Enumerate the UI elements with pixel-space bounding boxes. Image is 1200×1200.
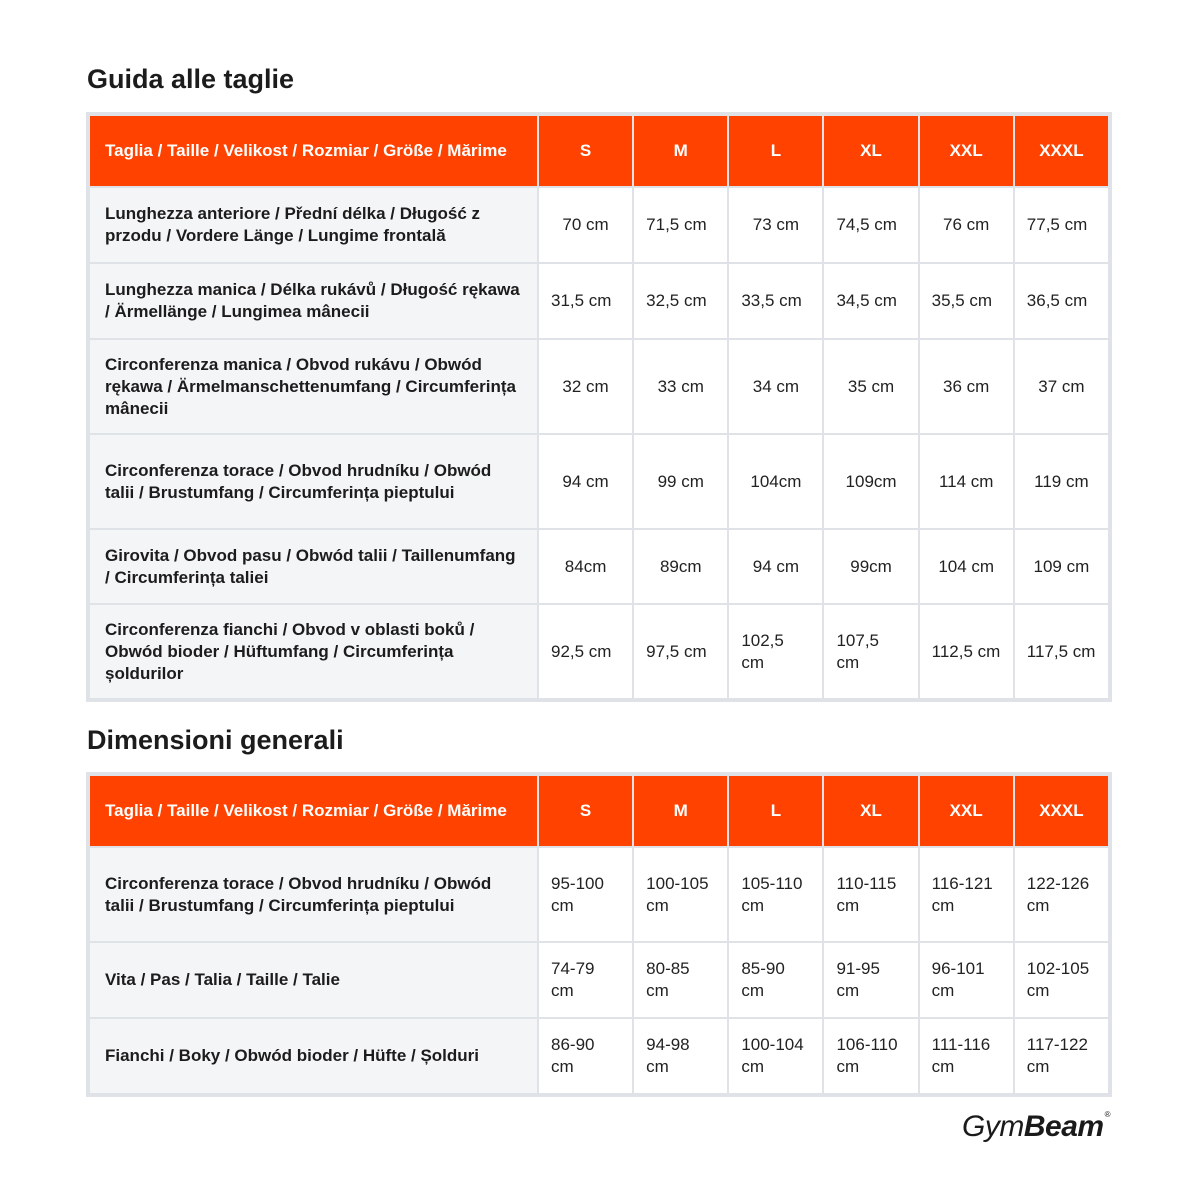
general-dimensions-header-row bbox=[89, 775, 1109, 847]
table-row bbox=[89, 604, 1109, 699]
cell-value: 92,5 cm bbox=[538, 604, 633, 699]
row-label: Circonferenza manica / Obvod rukávu / Obwód rękawa / Ärmelmanschettenumfang / Circumferința mânecii bbox=[89, 339, 538, 434]
cell-value: 70 cm bbox=[538, 187, 633, 263]
header-size-s: S bbox=[538, 775, 633, 847]
cell-value: 35 cm bbox=[823, 339, 918, 434]
cell-value: 117,5 cm bbox=[1014, 604, 1109, 699]
header-size-m: M bbox=[633, 115, 728, 187]
cell-value: 96-101 cm bbox=[919, 942, 1014, 1018]
header-size-l: L bbox=[728, 775, 823, 847]
cell-value: 122-126 cm bbox=[1014, 847, 1109, 942]
cell-value: 94 cm bbox=[728, 529, 823, 604]
registered-mark: ® bbox=[1104, 1110, 1110, 1119]
header-size-xxl: XXL bbox=[919, 775, 1014, 847]
cell-value: 94 cm bbox=[538, 434, 633, 529]
table-row bbox=[89, 339, 1109, 434]
cell-value: 94-98 cm bbox=[633, 1018, 728, 1094]
cell-value: 116-121 cm bbox=[919, 847, 1014, 942]
cell-value: 109cm bbox=[823, 434, 918, 529]
cell-value: 104cm bbox=[728, 434, 823, 529]
header-size-s: S bbox=[538, 115, 633, 187]
cell-value: 84cm bbox=[538, 529, 633, 604]
row-label: Vita / Pas / Talia / Taille / Talie bbox=[89, 942, 538, 1018]
table-row bbox=[89, 434, 1109, 529]
cell-value: 114 cm bbox=[919, 434, 1014, 529]
row-label: Circonferenza torace / Obvod hrudníku / Obwód talii / Brustumfang / Circumferința pieptului bbox=[89, 434, 538, 529]
cell-value: 33,5 cm bbox=[728, 263, 823, 339]
general-dimensions-table-container bbox=[86, 772, 1112, 1097]
gymbeam-logo bbox=[962, 1110, 1110, 1144]
cell-value: 32,5 cm bbox=[633, 263, 728, 339]
cell-value: 100-104 cm bbox=[728, 1018, 823, 1094]
size-guide-table-container bbox=[86, 112, 1112, 702]
table-row bbox=[89, 942, 1109, 1018]
row-label: Circonferenza torace / Obvod hrudníku / Obwód talii / Brustumfang / Circumferința pieptului bbox=[89, 847, 538, 942]
header-size-l: L bbox=[728, 115, 823, 187]
cell-value: 77,5 cm bbox=[1014, 187, 1109, 263]
general-dimensions-title: Dimensioni generali bbox=[87, 725, 344, 755]
cell-value: 110-115 cm bbox=[823, 847, 918, 942]
cell-value: 100-105 cm bbox=[633, 847, 728, 942]
cell-value: 86-90 cm bbox=[538, 1018, 633, 1094]
cell-value: 105-110 cm bbox=[728, 847, 823, 942]
cell-value: 97,5 cm bbox=[633, 604, 728, 699]
size-guide-header-row bbox=[89, 115, 1109, 187]
logo-part-beam: Beam bbox=[1023, 1110, 1104, 1143]
cell-value: 95-100 cm bbox=[538, 847, 633, 942]
logo-part-gym: Gym bbox=[962, 1110, 1024, 1143]
cell-value: 32 cm bbox=[538, 339, 633, 434]
cell-value: 117-122 cm bbox=[1014, 1018, 1109, 1094]
header-size-xxxl: XXXL bbox=[1014, 775, 1109, 847]
cell-value: 91-95 cm bbox=[823, 942, 918, 1018]
cell-value: 107,5 cm bbox=[823, 604, 918, 699]
cell-value: 33 cm bbox=[633, 339, 728, 434]
table-row bbox=[89, 187, 1109, 263]
table-row bbox=[89, 263, 1109, 339]
cell-value: 99cm bbox=[823, 529, 918, 604]
cell-value: 36,5 cm bbox=[1014, 263, 1109, 339]
cell-value: 102,5 cm bbox=[728, 604, 823, 699]
header-size-xxl: XXL bbox=[919, 115, 1014, 187]
cell-value: 74,5 cm bbox=[823, 187, 918, 263]
row-label: Circonferenza fianchi / Obvod v oblasti boků / Obwód bioder / Hüftumfang / Circumferința șoldurilor bbox=[89, 604, 538, 699]
header-size-m: M bbox=[633, 775, 728, 847]
general-dimensions-table bbox=[88, 774, 1110, 1095]
cell-value: 99 cm bbox=[633, 434, 728, 529]
header-size-xl: XL bbox=[823, 115, 918, 187]
header-size-label: Taglia / Taille / Velikost / Rozmiar / Größe / Mărime bbox=[89, 115, 538, 187]
size-guide-title: Guida alle taglie bbox=[87, 64, 295, 94]
cell-value: 73 cm bbox=[728, 187, 823, 263]
cell-value: 76 cm bbox=[919, 187, 1014, 263]
header-size-xxxl: XXXL bbox=[1014, 115, 1109, 187]
size-guide-table bbox=[88, 114, 1110, 700]
cell-value: 34,5 cm bbox=[823, 263, 918, 339]
cell-value: 37 cm bbox=[1014, 339, 1109, 434]
cell-value: 102-105 cm bbox=[1014, 942, 1109, 1018]
cell-value: 34 cm bbox=[728, 339, 823, 434]
table-row bbox=[89, 847, 1109, 942]
cell-value: 104 cm bbox=[919, 529, 1014, 604]
cell-value: 112,5 cm bbox=[919, 604, 1014, 699]
cell-value: 106-110 cm bbox=[823, 1018, 918, 1094]
row-label: Fianchi / Boky / Obwód bioder / Hüfte / Șolduri bbox=[89, 1018, 538, 1094]
header-size-label: Taglia / Taille / Velikost / Rozmiar / Größe / Mărime bbox=[89, 775, 538, 847]
cell-value: 35,5 cm bbox=[919, 263, 1014, 339]
row-label: Girovita / Obvod pasu / Obwód talii / Taillenumfang / Circumferința taliei bbox=[89, 529, 538, 604]
cell-value: 36 cm bbox=[919, 339, 1014, 434]
header-size-xl: XL bbox=[823, 775, 918, 847]
row-label: Lunghezza anteriore / Přední délka / Długość z przodu / Vordere Länge / Lungime frontală bbox=[89, 187, 538, 263]
cell-value: 109 cm bbox=[1014, 529, 1109, 604]
cell-value: 89cm bbox=[633, 529, 728, 604]
row-label: Lunghezza manica / Délka rukávů / Długość rękawa / Ärmellänge / Lungimea mânecii bbox=[89, 263, 538, 339]
cell-value: 119 cm bbox=[1014, 434, 1109, 529]
cell-value: 71,5 cm bbox=[633, 187, 728, 263]
cell-value: 31,5 cm bbox=[538, 263, 633, 339]
cell-value: 111-116 cm bbox=[919, 1018, 1014, 1094]
cell-value: 85-90 cm bbox=[728, 942, 823, 1018]
cell-value: 74-79 cm bbox=[538, 942, 633, 1018]
table-row bbox=[89, 1018, 1109, 1094]
cell-value: 80-85 cm bbox=[633, 942, 728, 1018]
table-row bbox=[89, 529, 1109, 604]
